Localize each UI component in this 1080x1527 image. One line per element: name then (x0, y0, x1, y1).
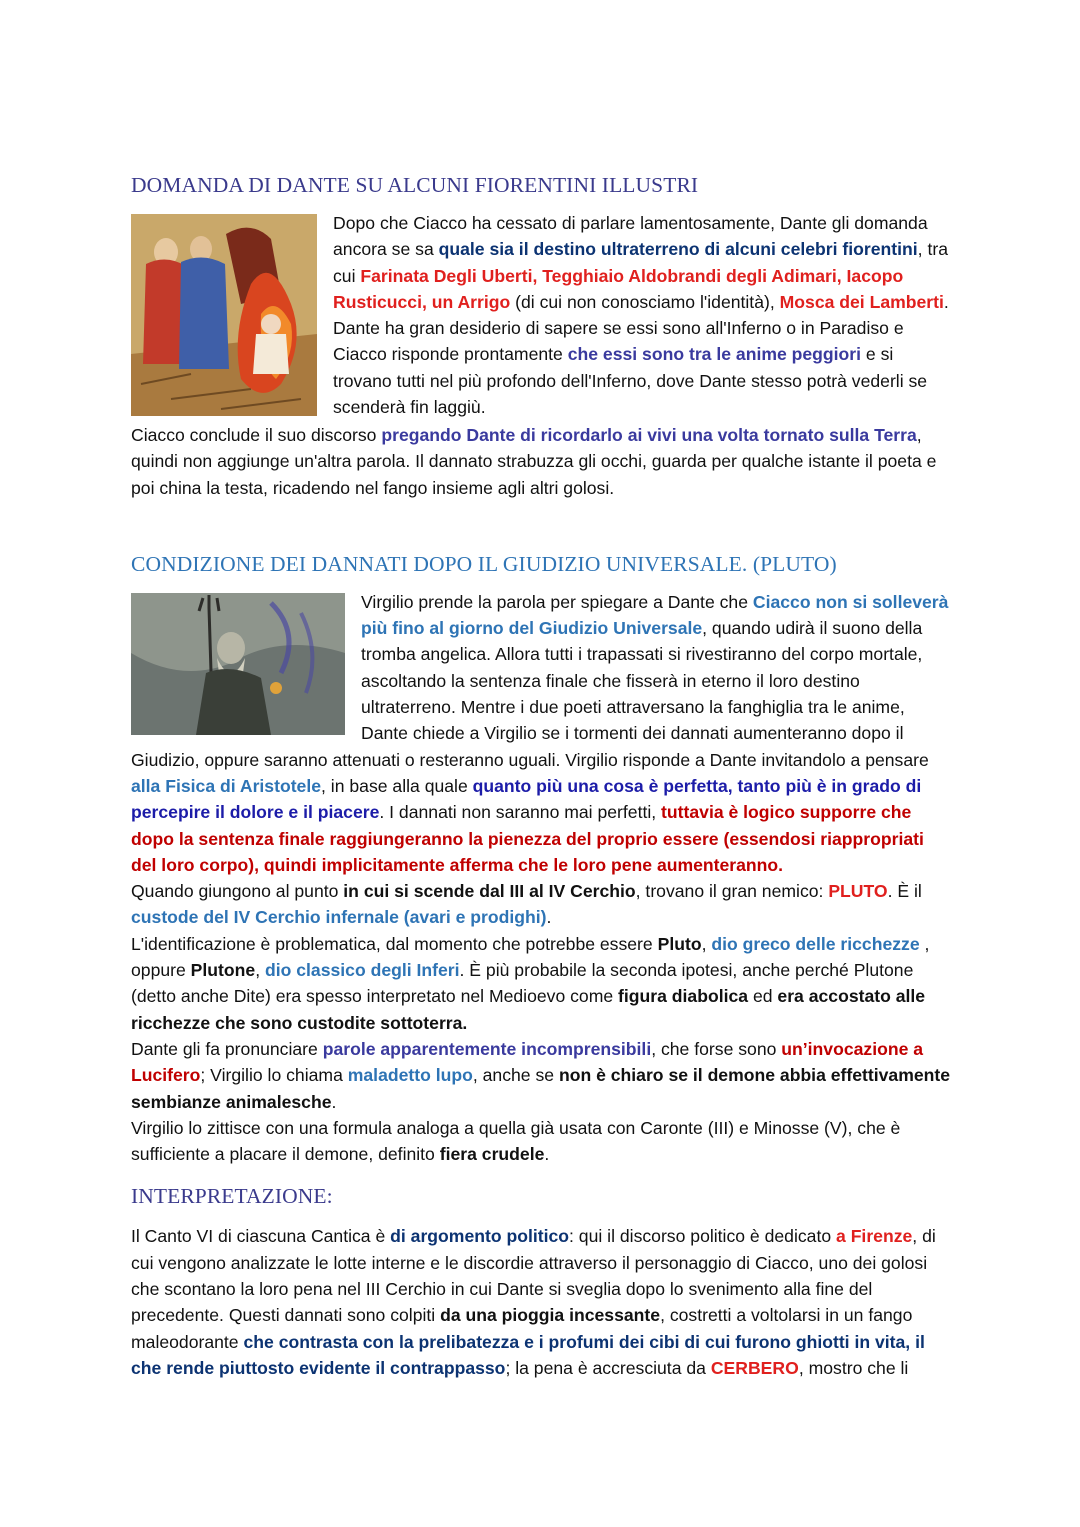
highlight-pluto: PLUTO (828, 881, 888, 902)
document-content (131, 170, 953, 1381)
highlight-ricordarlo: pregando Dante di ricordarlo ai vivi una volta tornato sulla Terra (381, 425, 917, 445)
highlight-custode: custode del IV Cerchio infernale (avari e prodighi) (131, 907, 547, 928)
highlight-pioggia: da una pioggia incessante (440, 1305, 661, 1326)
section1-paragraph-2 (131, 422, 953, 501)
text-run: ; Virgilio lo chiama (200, 1065, 348, 1086)
text-run: Virgilio lo zittisce con una formula analoga a quella già usata con Caronte (III) e Minosse (V), che è sufficiente a placare il demone, definito (131, 1117, 901, 1165)
section2-paragraph-4 (131, 1036, 953, 1115)
highlight-lupo: maladetto lupo (347, 1065, 473, 1086)
text-run: , oppure (131, 933, 930, 981)
text-run: , tra cui (333, 239, 948, 286)
highlight-politico: di argomento politico (390, 1226, 570, 1247)
text-run: e si trovano tutti nel più profondo dell'Inferno, dove Dante stesso potrà vederli se scenderà fin laggiù. (333, 344, 928, 418)
highlight-dio-inferi: dio classico degli Inferi (264, 960, 460, 981)
highlight-names: Farinata Degli Uberti, Tegghiaio Aldobrandi degli Adimari, Iacopo Rusticucci, un Arrigo (333, 265, 904, 312)
highlight-firenze: a Firenze (836, 1226, 913, 1247)
text-run: , quindi non aggiunge un'altra parola. Il dannato strabuzza gli occhi, guarda per qualche istante il poeta e poi china la testa, ricadendo nel fango insieme agli altri golosi. (131, 425, 937, 498)
text-run: Virgilio prende la parola per spiegare a Dante che (361, 591, 753, 612)
text-run: , che forse sono (651, 1038, 782, 1059)
highlight-aristotele: alla Fisica di Aristotele (131, 775, 322, 796)
dante-ciacco-illustration (131, 214, 317, 416)
text-run: . (546, 907, 552, 928)
text-run: , di cui vengono analizzate le lotte interne e le discordie attraverso il personaggio di Ciacco, uno dei golosi che scontano la loro pena nel III Cerchio in cui Dante si sveglia dopo lo svenimento alla fine del precedente. Questi dannati sono colpiti (131, 1226, 936, 1326)
illustration-art (131, 214, 317, 416)
text-run: , (701, 933, 712, 954)
text-run: . (544, 1144, 550, 1165)
highlight-pene-aumenteranno: tuttavia è logico supporre che dopo la sentenza finale raggiungeranno la pienezza del proprio essere (essendosi riappropriati del loro corpo), quindi implicitamente afferma che le loro pene aumenteranno. (131, 802, 924, 875)
section3-paragraph-1 (131, 1223, 953, 1381)
highlight-perfetta: quanto più una cosa è perfetta, tanto più è in grado di percepire il dolore e il piacere (131, 775, 922, 823)
text-run: Dopo che Ciacco ha cessato di parlare lamentosamente, Dante gli domanda ancora se sa (333, 213, 928, 260)
highlight-pluto-name: Pluto (657, 933, 702, 954)
highlight-ricchezze: era accostato alle ricchezze che sono custodite sottoterra. (131, 986, 926, 1033)
section-heading-condizione: CONDIZIONE DEI DANNATI DOPO IL GIUDIZIO UNIVERSALE. (PLUTO) (131, 551, 837, 576)
text-run: Quando giungono al punto (131, 881, 344, 902)
highlight-cerchio: in cui si scende dal III al IV Cerchio (343, 881, 636, 902)
text-run: Ciacco conclude il suo discorso (131, 425, 382, 445)
text-run: Il Canto VI di ciascuna Cantica è (131, 1226, 391, 1247)
section2-paragraph-3 (131, 931, 953, 1036)
highlight-anime-peggiori: che essi sono tra le anime peggiori (567, 344, 862, 365)
highlight-destino: quale sia il destino ultraterreno di alcuni celebri fiorentini (438, 239, 918, 260)
text-run: , (255, 960, 265, 981)
text-run: Dante gli fa pronunciare (131, 1038, 323, 1059)
text-run: , mostro che li (798, 1357, 909, 1378)
highlight-parole: parole apparentemente incomprensibili (322, 1038, 652, 1059)
illustration-art (131, 593, 345, 735)
text-run: . È il (887, 881, 922, 902)
highlight-fiera: fiera crudele (439, 1144, 545, 1165)
text-run: , trovano il gran nemico: (635, 881, 829, 902)
highlight-plutone: Plutone (190, 960, 256, 981)
text-run: , in base alla quale (321, 775, 473, 796)
text-run: , costretti a voltolarsi in un fango maleodorante (131, 1305, 913, 1352)
highlight-lucifero: un’invocazione a Lucifero (131, 1038, 924, 1086)
text-run: L'identificazione è problematica, dal momento che potrebbe essere (131, 933, 658, 954)
highlight-dio-greco: dio greco delle ricchezze (711, 933, 920, 954)
highlight-sembianze: non è chiaro se il demone abbia effettivamente sembianze animalesche (131, 1065, 951, 1112)
text-run: . I dannati non saranno mai perfetti, (379, 802, 662, 823)
highlight-figura-diabolica: figura diabolica (618, 986, 749, 1007)
pluto-illustration (131, 593, 345, 735)
text-run: , anche se (472, 1065, 559, 1086)
highlight-mosca: Mosca dei Lamberti (779, 291, 944, 312)
text-run: . (331, 1091, 337, 1112)
highlight-cerbero: CERBERO (710, 1357, 799, 1378)
text-run: . Dante ha gran desiderio di sapere se essi sono all'Inferno o in Paradiso e Ciacco risponde prontamente (333, 291, 949, 365)
section2-paragraph-5 (131, 1115, 953, 1168)
highlight-giudizio: Ciacco non si solleverà più fino al giorno del Giudizio Universale (361, 591, 949, 639)
text-run: ; la pena è accresciuta da (505, 1357, 711, 1378)
section-heading-domanda: DOMANDA DI DANTE SU ALCUNI FIORENTINI ILLUSTRI (131, 173, 699, 197)
section-heading-interpretazione: INTERPRETAZIONE: (131, 1184, 333, 1209)
section2-paragraph-2 (131, 878, 953, 931)
text-run: . È più probabile la seconda ipotesi, anche perché Plutone (detto anche Dite) era spesso interpretato nel Medioevo come (131, 960, 914, 1007)
text-run: ed (748, 986, 778, 1007)
text-run: , quando udirà il suono della tromba angelica. Allora tutti i trapassati si rivestiranno del corpo mortale, ascoltando la sentenza finale che fisserà in eterno il loro destino ultraterreno. Mentre i due poeti attraversano la fanghiglia tra le anime, Dante chiede a Virgilio se i tormenti dei dannati aumenteranno dopo il Giudizio, oppure saranno attenuati o resteranno uguali. Virgilio risponde a Dante invitandolo a pensare (131, 618, 929, 770)
text-run: (di cui non conosciamo l'identità), (510, 291, 780, 312)
highlight-contrappasso: che contrasta con la prelibatezza e i profumi dei cibi di cui furono ghiotti in vita, il che rende piuttosto evidente il contrappasso (131, 1331, 925, 1378)
text-run: : qui il discorso politico è dedicato (569, 1226, 837, 1247)
